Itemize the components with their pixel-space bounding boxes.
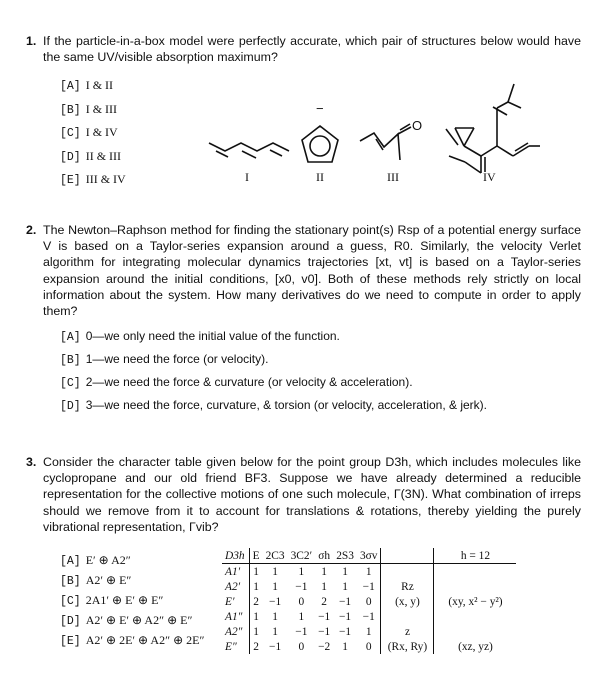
option-text: 3—we need the force, curvature, & torsion (or velocity, acceleration, & jerk). — [85, 398, 488, 412]
character-value: 0 — [357, 594, 381, 609]
question-number: 1. — [26, 34, 37, 48]
option-text: I & III — [85, 101, 118, 116]
character-value: 1 — [321, 565, 327, 578]
quadratic-function: (xy, x² − y²) — [448, 595, 503, 608]
answer-option-d[interactable] — [60, 613, 192, 628]
structure-iv — [446, 84, 540, 173]
character-value: 1 — [253, 625, 259, 638]
option-text: A2′ ⊕ E″ — [85, 573, 132, 587]
option-text: I & II — [85, 78, 114, 92]
class-header: E — [249, 548, 262, 564]
question-1 — [26, 33, 581, 65]
option-text: A2′ ⊕ 2E′ ⊕ A2″ ⊕ 2E″ — [85, 633, 205, 647]
answer-option-b[interactable] — [60, 102, 117, 117]
option-tag: [C] — [60, 377, 81, 390]
option-text: 0—we only need the initial value of the function. — [85, 329, 340, 343]
character-value: 1 — [298, 565, 305, 578]
option-tag: [B] — [60, 354, 81, 367]
option-tag: [C] — [60, 595, 81, 608]
answer-option-a[interactable] — [60, 553, 131, 568]
class-header: σh — [315, 548, 333, 564]
character-table-header — [222, 548, 516, 564]
option-text: E′ ⊕ A2″ — [85, 553, 131, 567]
character-table-row — [222, 639, 516, 654]
question-text: The Newton–Raphson method for finding the stationary point(s) Rsp of a potential energy surface V is based on a Taylor-series expansion around a guess, R0. Similarly, the velocity Verlet algorithm for integrating molecular dynamics trajectories [xt, vt] is based on a Taylor-series expansion around the initial conditions, [x0, v0]. Both of these methods rely strictly on local information about the system. How many derivatives do we need to compute in order to apply them? — [43, 223, 581, 319]
character-value: 0 — [298, 595, 305, 608]
answer-option-d[interactable] — [60, 149, 121, 164]
character-value: −1 — [269, 640, 282, 653]
character-table — [222, 548, 516, 654]
character-value: −1 — [339, 610, 352, 623]
answer-option-e[interactable] — [60, 172, 126, 187]
answer-option-a[interactable] — [60, 78, 113, 93]
answer-option-b[interactable] — [60, 573, 131, 588]
irrep-label: A2′ — [222, 579, 249, 594]
structure-i — [209, 143, 289, 158]
quadratic-function — [434, 624, 517, 639]
character-table-row — [222, 624, 516, 639]
option-text: 1—we need the force (or velocity). — [85, 352, 269, 366]
character-value: 1 — [357, 624, 381, 639]
quadratic-function: (xz, yz) — [458, 640, 493, 653]
character-value: 1 — [321, 580, 327, 593]
option-text: II & III — [85, 148, 122, 163]
character-value: −1 — [357, 579, 381, 594]
option-tag: [A] — [60, 555, 81, 568]
answer-option-d[interactable] — [60, 398, 487, 413]
answer-option-a[interactable] — [60, 329, 340, 344]
option-tag: [E] — [60, 174, 81, 187]
option-text: 2A1′ ⊕ E′ ⊕ E″ — [85, 593, 164, 607]
question-2 — [26, 222, 581, 319]
answer-option-e[interactable] — [60, 633, 204, 648]
character-value: −1 — [295, 625, 308, 638]
answer-option-c[interactable] — [60, 375, 413, 390]
question-number: 2. — [26, 223, 37, 237]
character-value: −1 — [269, 595, 282, 608]
option-text: 2—we need the force & curvature (or velocity & acceleration). — [85, 375, 413, 389]
character-table-row — [222, 564, 516, 580]
class-header: 2C3 — [263, 548, 288, 564]
structure-label-iii: III — [387, 170, 399, 184]
irrep-label: A2″ — [222, 624, 249, 639]
irrep-label: E″ — [222, 639, 249, 654]
linear-function — [381, 564, 434, 580]
option-tag: [D] — [60, 615, 81, 628]
character-value: 1 — [342, 565, 348, 578]
carbonyl-oxygen: O — [412, 118, 423, 133]
character-value: 1 — [253, 610, 259, 623]
character-value: −1 — [357, 609, 381, 624]
character-value: 1 — [298, 610, 305, 623]
character-value: −1 — [318, 610, 331, 623]
character-value: 2 — [253, 640, 259, 653]
option-text: III & IV — [85, 172, 126, 186]
character-value: −2 — [318, 640, 331, 653]
linear-function: (Rx, Ry) — [381, 639, 434, 654]
linear-function: Rz — [381, 579, 434, 594]
option-text: A2′ ⊕ E′ ⊕ A2″ ⊕ E″ — [85, 613, 193, 627]
character-table-row — [222, 594, 516, 609]
structure-label-i: I — [245, 170, 249, 184]
question-number: 3. — [26, 455, 37, 469]
structure-ii — [302, 101, 338, 162]
character-value: 1 — [272, 625, 278, 638]
group-order: h = 12 — [434, 548, 517, 564]
character-table-row — [222, 579, 516, 594]
quadratic-function — [434, 579, 517, 594]
question-3 — [26, 454, 581, 535]
character-value: 1 — [253, 565, 259, 578]
irrep-label: E′ — [222, 594, 249, 609]
option-tag: [B] — [60, 575, 81, 588]
answer-option-c[interactable] — [60, 125, 118, 140]
structure-iii — [360, 118, 422, 160]
character-value: 1 — [272, 610, 278, 623]
irrep-label: A1″ — [222, 609, 249, 624]
structure-label-ii: II — [316, 170, 324, 184]
charge-sign: − — [316, 101, 324, 116]
character-value: 1 — [272, 580, 278, 593]
option-tag: [D] — [60, 400, 81, 413]
character-value: −1 — [339, 595, 352, 608]
class-header: 3C2′ — [288, 548, 315, 564]
question-text: Consider the character table given below for the point group D3h, which includes molecules like cyclopropane and our old friend BF3. Suppose we have already determined a reducible representation for the collective motions of one such molecule, Γ(3N). What combination of irreps should we remove from it to account for translations & rotations, thereby yielding the purely vibrational representation, Γvib? — [43, 455, 581, 534]
class-header: 3σv — [357, 548, 381, 564]
character-value: −1 — [295, 580, 308, 593]
answer-option-c[interactable] — [60, 593, 163, 608]
option-tag: [C] — [60, 127, 81, 140]
character-value: −1 — [318, 625, 331, 638]
character-value: −1 — [339, 625, 352, 638]
character-value: 1 — [342, 580, 348, 593]
character-value: 1 — [357, 564, 381, 580]
character-value: 0 — [298, 640, 305, 653]
question-text: If the particle-in-a-box model were perfectly accurate, which pair of structures below would have the same UV/visible absorption maximum? — [43, 34, 581, 65]
structure-label-iv: IV — [483, 170, 496, 184]
option-tag: [E] — [60, 635, 81, 648]
option-tag: [A] — [60, 331, 81, 344]
point-group: D3h — [222, 548, 249, 564]
character-value: 2 — [321, 595, 327, 608]
character-value: 1 — [253, 580, 259, 593]
option-tag: [B] — [60, 103, 81, 117]
linear-function: z — [381, 624, 434, 639]
linear-function: (x, y) — [381, 594, 434, 609]
quadratic-function — [434, 609, 517, 624]
linear-function — [381, 609, 434, 624]
option-tag: [A] — [60, 80, 81, 93]
quadratic-function — [434, 564, 517, 580]
character-value: 0 — [357, 639, 381, 654]
option-tag: [D] — [60, 150, 81, 164]
character-value: 2 — [253, 595, 259, 608]
option-text: I & IV — [85, 125, 118, 139]
character-table-row — [222, 609, 516, 624]
class-header: 2S3 — [333, 548, 357, 564]
irrep-label: A1′ — [222, 564, 249, 580]
character-value: 1 — [272, 565, 278, 578]
answer-option-b[interactable] — [60, 352, 268, 367]
character-value: 1 — [342, 640, 348, 653]
